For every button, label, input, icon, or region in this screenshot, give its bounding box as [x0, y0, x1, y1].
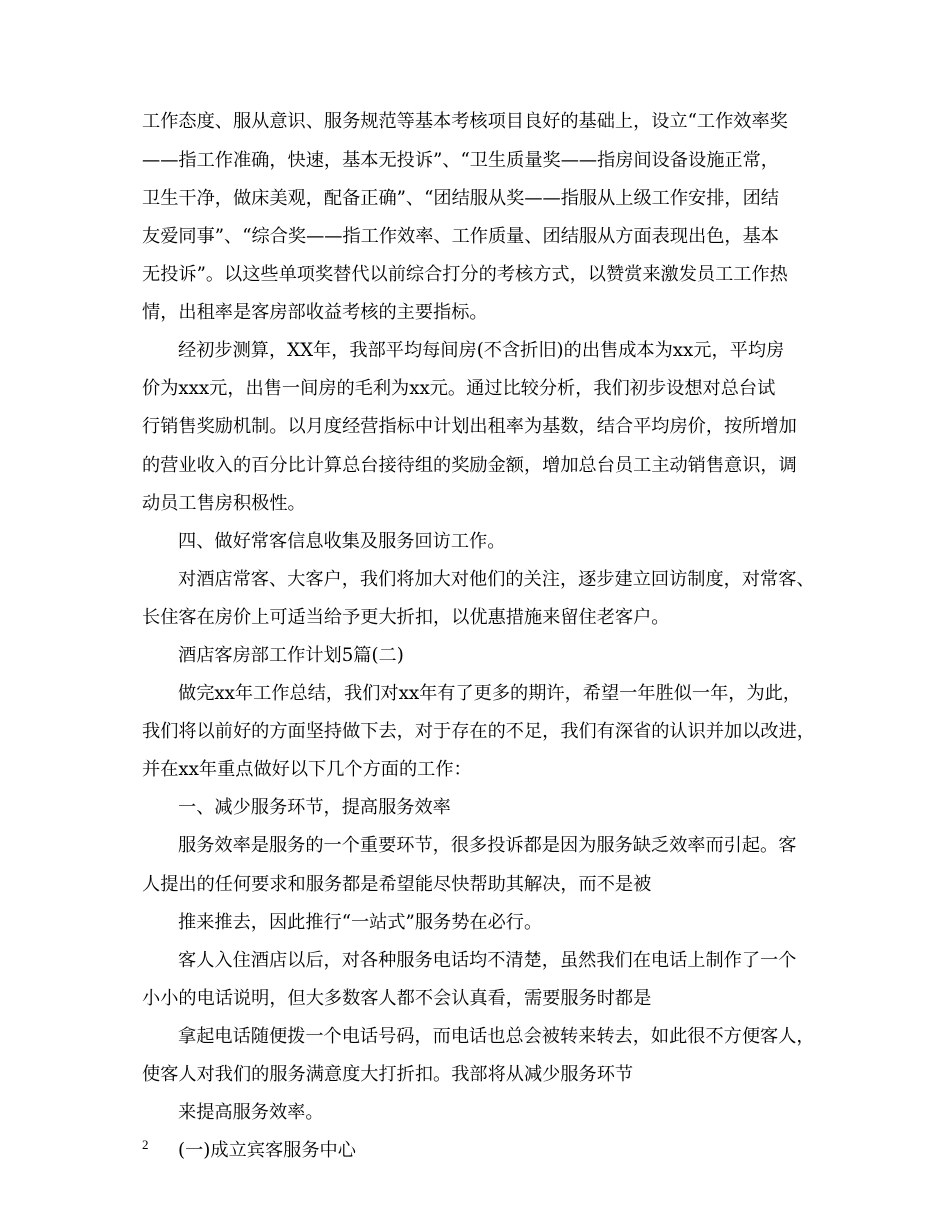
- text-line: 酒店客房部工作计划5篇(二): [178, 645, 404, 666]
- text-line: 做完xx年工作总结，我们对xx年有了更多的期许，希望一年胜似一年，为此，: [178, 683, 802, 704]
- text-line: 长住客在房价上可适当给予更大折扣，以优惠措施来留住老客户。: [142, 607, 670, 628]
- text-line: 推来推去，因此推行“一站式”服务势在必行。: [178, 912, 543, 933]
- text-line: 的营业收入的百分比计算总台接待组的奖励金额，增加总台员工主动销售意识，调: [142, 455, 797, 476]
- text-line: 人提出的任何要求和服务都是希望能尽快帮助其解决，而不是被: [142, 874, 652, 895]
- text-line: 对酒店常客、大客户，我们将加大对他们的关注，逐步建立回访制度，对常客、: [178, 569, 815, 590]
- text-line: 情，出租率是客房部收益考核的主要指标。: [142, 302, 488, 323]
- text-line: 卫生干净，做床美观，配备正确”、“团结服从奖——指服从上级工作安排，团结: [142, 188, 779, 209]
- text-line: 行销售奖励机制。以月度经营指标中计划出租率为基数，结合平均房价，按所增加: [142, 416, 797, 437]
- text-line: (一)成立宾客服务中心: [178, 1140, 356, 1161]
- text-line: 使客人对我们的服务满意度大打折扣。我部将从减少服务环节: [142, 1064, 634, 1085]
- text-line: 友爱同事”、“综合奖——指工作效率、工作质量、团结服从方面表现出色，基本: [142, 226, 779, 247]
- text-line: 一、减少服务环节，提高服务效率: [178, 797, 451, 818]
- text-line: 四、做好常客信息收集及服务回访工作。: [178, 531, 506, 552]
- text-line: 动员工售房积极性。: [142, 493, 306, 514]
- text-line: 价为xxx元，出售一间房的毛利为xx元。通过比较分析，我们初步设想对总台试: [142, 378, 776, 399]
- text-line: 客人入住酒店以后，对各种服务电话均不清楚，虽然我们在电话上制作了一个: [178, 950, 797, 971]
- text-line: 拿起电话随便拨一个电话号码，而电话也总会被转来转去，如此很不方便客人，: [178, 1026, 815, 1047]
- text-line: ——指工作准确，快速，基本无投诉”、“卫生质量奖——指房间设备设施正常，: [142, 150, 779, 171]
- text-line: 无投诉”。以这些单项奖替代以前综合打分的考核方式，以赞赏来激发员工工作热: [142, 264, 788, 285]
- page-number: 2: [142, 1137, 149, 1152]
- text-line: 工作态度、服从意识、服务规范等基本考核项目良好的基础上，设立“工作效率奖: [142, 111, 788, 132]
- text-line: 我们将以前好的方面坚持做下去，对于存在的不足，我们有深省的认识并加以改进，: [142, 721, 815, 742]
- text-line: 小小的电话说明，但大多数客人都不会认真看，需要服务时都是: [142, 988, 652, 1009]
- text-line: 经初步测算，XX年，我部平均每间房(不含折旧)的出售成本为xx元，平均房: [178, 340, 785, 361]
- text-line: 来提高服务效率。: [178, 1102, 324, 1123]
- text-line: 并在xx年重点做好以下几个方面的工作：: [142, 759, 472, 780]
- text-line: 服务效率是服务的一个重要环节，很多投诉都是因为服务缺乏效率而引起。客: [178, 835, 797, 856]
